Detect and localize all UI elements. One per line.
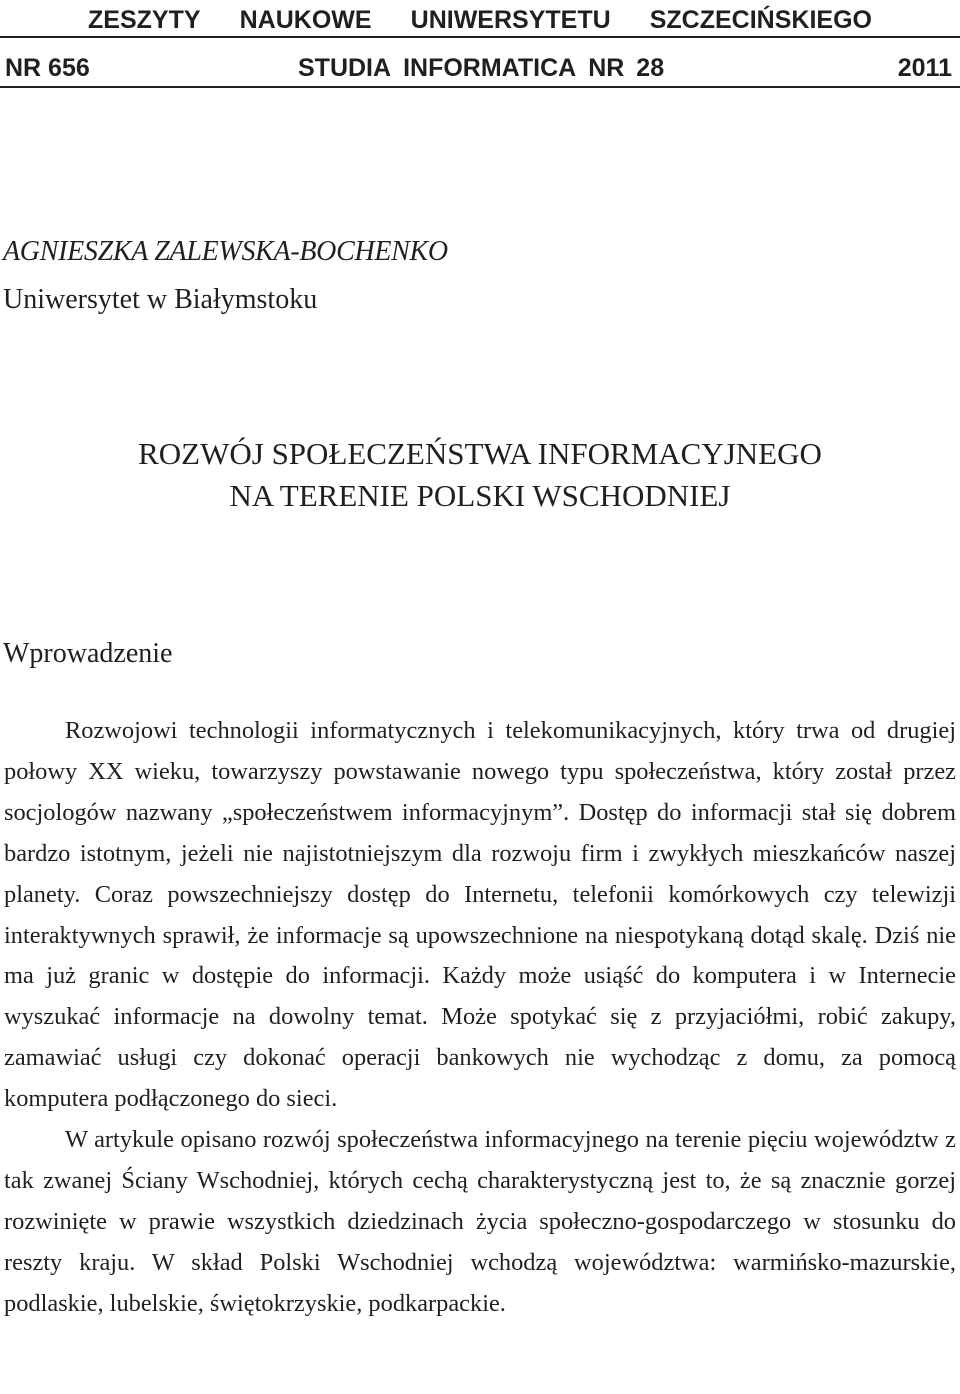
- issue-number: NR 656: [5, 54, 90, 82]
- series-word: NR: [588, 54, 625, 82]
- journal-meta-line: [0, 50, 960, 88]
- journal-title-word: SZCZECIŃSKIEGO: [649, 6, 872, 34]
- journal-title-word: UNIWERSYTETU: [410, 6, 611, 34]
- body-text: [4, 711, 956, 1325]
- series-name: [298, 50, 676, 86]
- series-word: INFORMATICA: [403, 54, 577, 82]
- paragraph: Rozwojowi technologii informatycznych i telekomunikacyjnych, który trwa od drugiej połowy XX wieku, towarzyszy powstawanie nowego typu społeczeństwa, który został przez socjologów nazwany „społeczeństwem informacyjnym”. Dostęp do informacji stał się dobrem bardzo istotnym, jeżeli nie najistotniejszym dla rozwoju firm i zwykłych mieszkańców naszej planety. Coraz powszechniejszy dostęp do Internetu, telefonii komórkowych czy telewizji interaktywnych sprawił, że informacje są upowszechnione na niespotykaną dotąd skalę. Dziś nie ma już granic w dostępie do informacji. Każdy może usiąść do komputera i w Internecie wyszukać informacje na dowolny temat. Może spotykać się z przyjaciółmi, robić zakupy, zamawiać usługi czy dokonać operacji bankowych nie wychodząc z domu, za pomocą komputera podłączonego do sieci.: [4, 717, 956, 1113]
- article-title-line: ROZWÓJ SPOŁECZEŃSTWA INFORMACYJNEGO: [138, 436, 822, 471]
- article-title: [0, 433, 960, 517]
- series-word: 28: [636, 54, 665, 82]
- article-title-line: NA TERENIE POLSKI WSCHODNIEJ: [229, 478, 731, 513]
- section-heading: Wprowadzenie: [3, 638, 173, 669]
- journal-title: [0, 2, 960, 38]
- publication-year: 2011: [897, 54, 952, 82]
- author-name: AGNIESZKA ZALEWSKA-BOCHENKO: [3, 236, 448, 267]
- paragraph: W artykule opisano rozwój społeczeństwa informacyjnego na terenie pięciu województw z tak zwanej Ściany Wschodniej, których cechą charakterystyczną jest to, że są znacznie gorzej rozwinięte w prawie wszystkich dziedzinach życia społeczno-gospodarczego w stosunku do reszty kraju. W skład Polski Wschodniej wchodzą województwa: warmińsko-mazurskie, podlaskie, lubelskie, świętokrzyskie, podkarpackie.: [4, 1126, 956, 1317]
- series-word: STUDIA: [298, 54, 392, 82]
- journal-title-word: ZESZYTY: [88, 6, 201, 34]
- author-affiliation: Uniwersytet w Białymstoku: [3, 284, 318, 315]
- journal-title-word: NAUKOWE: [239, 6, 372, 34]
